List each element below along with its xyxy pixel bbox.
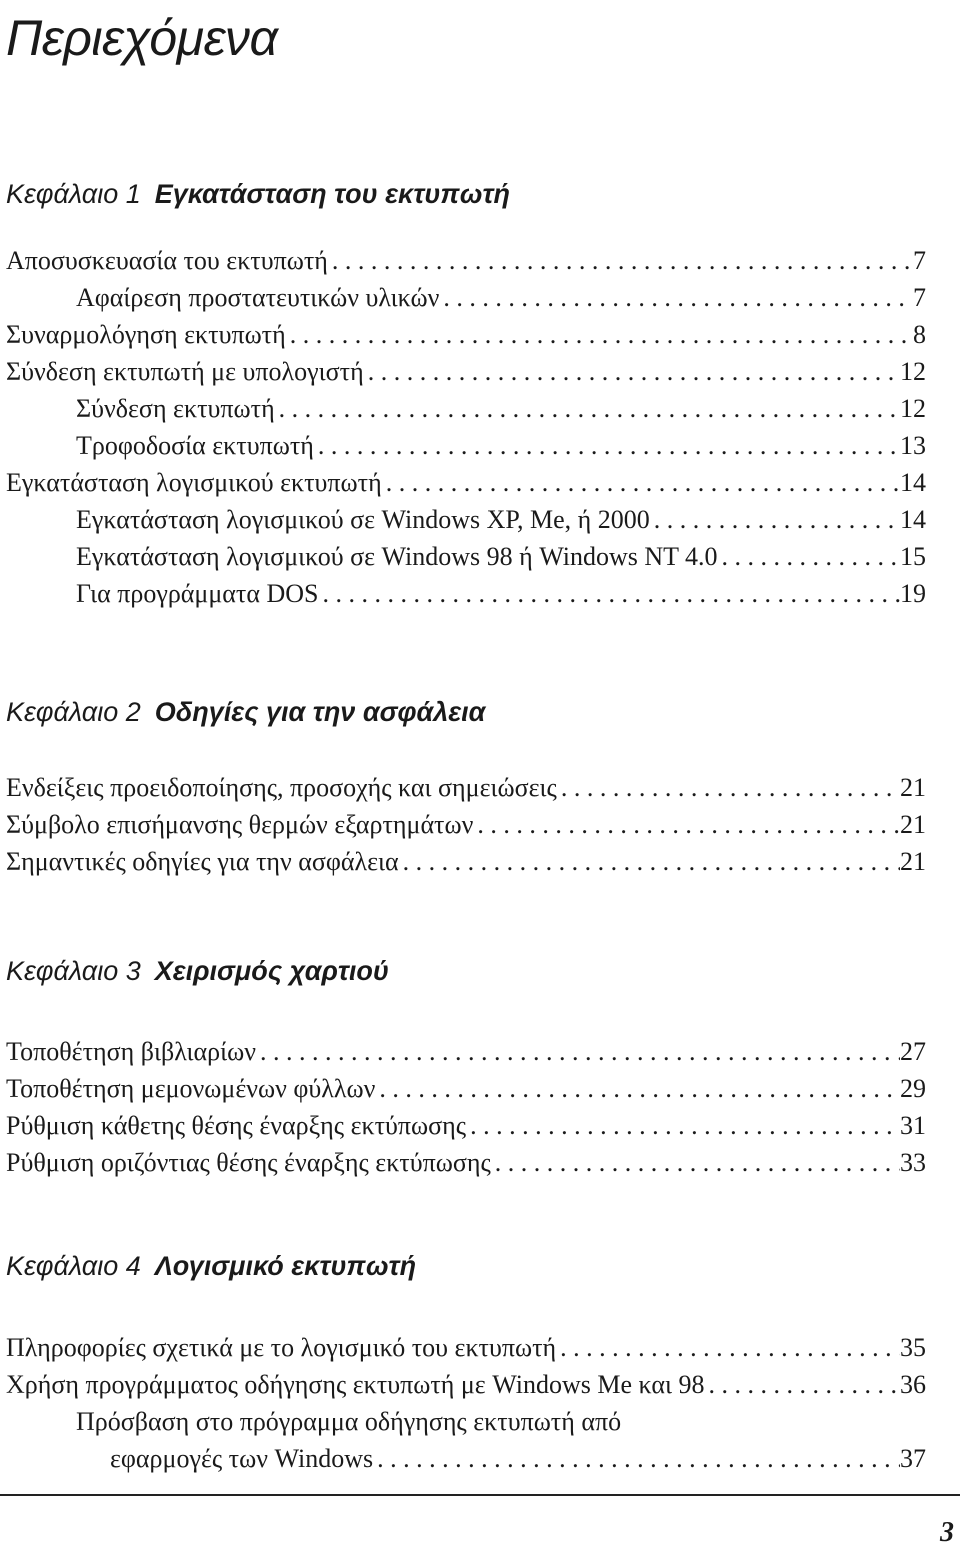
toc-entry-title: Εγκατάσταση λογισμικού σε Windows 98 ή Windows NT 4.0: [76, 542, 718, 571]
toc-entry-title: Αφαίρεση προστατευτικών υλικών: [76, 283, 440, 312]
toc-entry-page: 19: [900, 579, 926, 608]
toc-entry[interactable]: [6, 501, 926, 538]
toc-entry-first-line[interactable]: [6, 1403, 926, 1440]
dot-leader: [332, 242, 913, 279]
toc-entry-page: 14: [900, 468, 926, 497]
dot-leader: [279, 390, 900, 427]
dot-leader: [377, 1440, 900, 1477]
toc-entry[interactable]: [6, 575, 926, 612]
dot-leader: [708, 1366, 900, 1403]
dot-leader: [477, 806, 900, 843]
chapter-name: Εγκατάσταση του εκτυπωτή: [154, 179, 510, 209]
toc-entry-page: 36: [900, 1370, 926, 1399]
page-title: Περιεχόμενα: [6, 10, 278, 66]
footer-rule: [0, 1494, 960, 1496]
toc-entry-page: 7: [913, 246, 926, 275]
chapter-3: [6, 954, 926, 1181]
toc-entry[interactable]: [6, 806, 926, 843]
toc-entry-title: Πρόσβαση στο πρόγραμμα οδήγησης εκτυπωτή από: [76, 1407, 622, 1436]
toc-entry-title: Τοποθέτηση μεμονωμένων φύλλων: [6, 1074, 376, 1103]
toc-entry[interactable]: [6, 464, 926, 501]
dot-leader: [443, 279, 913, 316]
toc-entry[interactable]: [6, 1144, 926, 1181]
page-number: 3: [940, 1517, 954, 1548]
chapter-1: [6, 177, 926, 612]
toc-entry[interactable]: [6, 1070, 926, 1107]
chapter-heading: [6, 177, 926, 211]
toc-entry-title: Χρήση προγράμματος οδήγησης εκτυπωτή με Windows Me και 98: [6, 1370, 705, 1399]
chapter-label: Κεφάλαιο 2: [6, 697, 141, 727]
dot-leader: [318, 427, 900, 464]
toc-entry-title: Για προγράμματα DOS: [76, 579, 319, 608]
toc-entry-title: Ρύθμιση οριζόντιας θέσης έναρξης εκτύπωσης: [6, 1148, 491, 1177]
toc-entry-page: 21: [900, 773, 926, 802]
toc-entry-page: 8: [913, 320, 926, 349]
toc-entry[interactable]: [6, 316, 926, 353]
toc-entry[interactable]: [6, 1107, 926, 1144]
toc-entry-title: Σύμβολο επισήμανσης θερμών εξαρτημάτων: [6, 810, 474, 839]
toc-entry-page: 7: [913, 283, 926, 312]
dot-leader: [368, 353, 900, 390]
dot-leader: [290, 316, 913, 353]
chapter-heading: [6, 695, 926, 729]
toc-entry-page: 14: [900, 505, 926, 534]
toc-entry[interactable]: [6, 1033, 926, 1070]
toc-entry-page: 33: [900, 1148, 926, 1177]
toc-list: [6, 1033, 926, 1181]
toc-entry[interactable]: [6, 427, 926, 464]
dot-leader: [654, 501, 900, 538]
toc-entry-title: Εγκατάσταση λογισμικού σε Windows XP, Me, ή 2000: [76, 505, 650, 534]
toc-list: [6, 242, 926, 612]
toc-entry-page: 15: [900, 542, 926, 571]
dot-leader: [386, 464, 900, 501]
toc-entry-title: Τροφοδοσία εκτυπωτή: [76, 431, 314, 460]
toc-entry-title: Σύνδεση εκτυπωτή με υπολογιστή: [6, 357, 364, 386]
chapter-heading: [6, 1249, 926, 1283]
chapter-4: [6, 1249, 926, 1477]
toc-entry-title: Πληροφορίες σχετικά με το λογισμικό του εκτυπωτή: [6, 1333, 557, 1362]
toc-entry-page: 12: [900, 394, 926, 423]
dot-leader: [560, 1329, 900, 1366]
toc-entry[interactable]: [6, 242, 926, 279]
dot-leader: [403, 843, 900, 880]
chapter-label: Κεφάλαιο 4: [6, 1251, 141, 1281]
toc-list: [6, 769, 926, 880]
chapter-name: Οδηγίες για την ασφάλεια: [154, 697, 486, 727]
toc-entry-title: Συναρμολόγηση εκτυπωτή: [6, 320, 286, 349]
chapter-name: Λογισμικό εκτυπωτή: [154, 1251, 417, 1281]
dot-leader: [323, 575, 900, 612]
toc-entry[interactable]: [6, 843, 926, 880]
toc-entry-page: 29: [900, 1074, 926, 1103]
toc-entry-page: 27: [900, 1037, 926, 1066]
toc-entry-page: 31: [900, 1111, 926, 1140]
chapter-2: [6, 695, 926, 880]
dot-leader: [260, 1033, 900, 1070]
toc-entry-title: Σημαντικές οδηγίες για την ασφάλεια: [6, 847, 399, 876]
toc-entry-page: 21: [900, 847, 926, 876]
toc-entry[interactable]: [6, 390, 926, 427]
toc-entry[interactable]: [6, 1366, 926, 1403]
toc-entry[interactable]: [6, 353, 926, 390]
chapter-name: Χειρισμός χαρτιού: [154, 956, 389, 986]
toc-entry-title: Εγκατάσταση λογισμικού εκτυπωτή: [6, 468, 382, 497]
toc-entry-title-continued: εφαρμογές των Windows: [110, 1444, 374, 1473]
chapter-label: Κεφάλαιο 1: [6, 179, 141, 209]
toc-entry[interactable]: [6, 538, 926, 575]
toc-entry[interactable]: [6, 769, 926, 806]
toc-entry-page: 13: [900, 431, 926, 460]
chapter-label: Κεφάλαιο 3: [6, 956, 141, 986]
dot-leader: [379, 1070, 900, 1107]
toc-entry[interactable]: [6, 279, 926, 316]
toc-entry-page: 21: [900, 810, 926, 839]
toc-entry-title: Τοποθέτηση βιβλιαρίων: [6, 1037, 256, 1066]
toc-list: [6, 1329, 926, 1477]
toc-entry[interactable]: [6, 1329, 926, 1366]
toc-entry-page: 37: [900, 1444, 926, 1473]
toc-entry-title: Ρύθμιση κάθετης θέσης έναρξης εκτύπωσης: [6, 1111, 467, 1140]
chapter-heading: [6, 954, 926, 988]
dot-leader: [470, 1107, 900, 1144]
toc-entry-page: 12: [900, 357, 926, 386]
toc-entry-title: Σύνδεση εκτυπωτή: [76, 394, 275, 423]
dot-leader: [561, 769, 900, 806]
toc-entry-title: Ενδείξεις προειδοποίησης, προσοχής και σημειώσεις: [6, 773, 557, 802]
toc-entry-page: 35: [900, 1333, 926, 1362]
toc-entry-continuation[interactable]: [6, 1440, 926, 1477]
dot-leader: [495, 1144, 900, 1181]
toc-entry-title: Αποσυσκευασία του εκτυπωτή: [6, 246, 328, 275]
dot-leader: [722, 538, 900, 575]
